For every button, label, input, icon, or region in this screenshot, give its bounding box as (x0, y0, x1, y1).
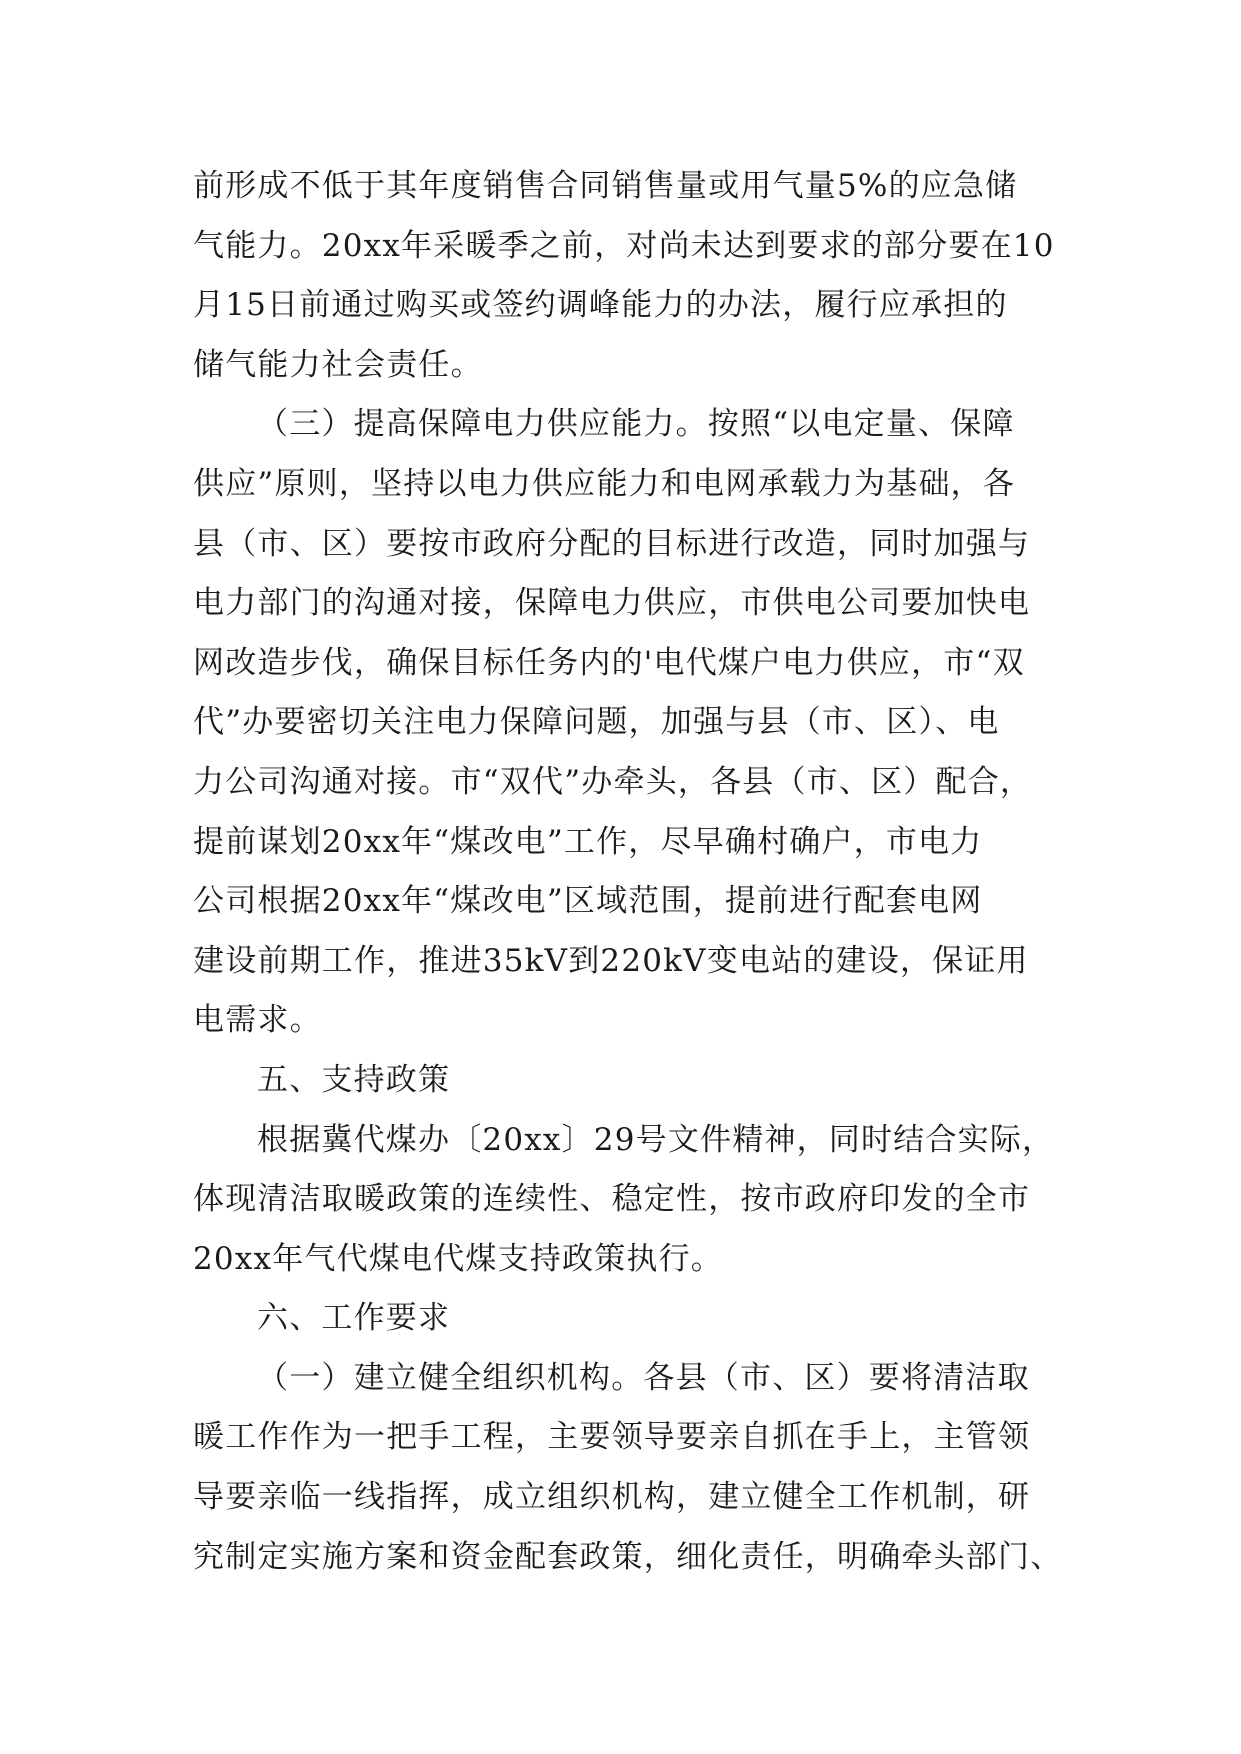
subsection-heading-1: （一）建立健全组织机构。各县（市、区）要将清洁取 (257, 1359, 1030, 1396)
text-line: 电需求。 (193, 1002, 322, 1039)
text-line: 体现清洁取暖政策的连续性、稳定性，按市政府印发的全市 (193, 1181, 1031, 1218)
text-line: 网改造步伐，确保目标任务内的'电代煤户电力供应，市“双 (193, 644, 1025, 681)
text-line: 力公司沟通对接。市“双代”办牵头，各县（市、区）配合， (193, 763, 1033, 800)
text-line: 代”办要密切关注电力保障问题，加强与县（市、区）、电 (193, 704, 1000, 741)
text-line: 根据冀代煤办〔20xx〕29号文件精神，同时结合实际， (257, 1121, 1055, 1158)
text-line: 建设前期工作，推进35kV到220kV变电站的建设，保证用 (193, 942, 1029, 979)
text-line: 气能力。20xx年采暖季之前，对尚未达到要求的部分要在10 (193, 227, 1055, 264)
text-line: 前形成不低于其年度销售合同销售量或用气量5%的应急储 (193, 168, 1018, 204)
text-line: 导要亲临一线指挥，成立组织机构，建立健全工作机制，研 (193, 1479, 1031, 1516)
text-line: 县（市、区）要按市政府分配的目标进行改造，同时加强与 (193, 525, 1031, 562)
text-line: 电力部门的沟通对接，保障电力供应，市供电公司要加快电 (193, 585, 1031, 622)
text-line: 储气能力社会责任。 (193, 346, 483, 383)
text-line: 供应”原则，坚持以电力供应能力和电网承载力为基础，各 (193, 465, 1016, 502)
section-heading-5: 五、支持政策 (257, 1061, 451, 1098)
section-heading-6: 六、工作要求 (257, 1300, 451, 1337)
document-body (193, 157, 1068, 1587)
section-heading-3: （三）提高保障电力供应能力。按照“以电定量、保障 (257, 406, 1015, 443)
text-line: 20xx年气代煤电代煤支持政策执行。 (193, 1240, 724, 1277)
text-line: 暖工作作为一把手工程，主要领导要亲自抓在手上，主管领 (193, 1419, 1031, 1456)
text-line: 公司根据20xx年“煤改电”区域范围，提前进行配套电网 (193, 883, 983, 920)
text-line: 究制定实施方案和资金配套政策，细化责任，明确牵头部门、 (193, 1538, 1063, 1575)
text-line: 月15日前通过购买或签约调峰能力的办法，履行应承担的 (193, 287, 1008, 324)
text-line: 提前谋划20xx年“煤改电”工作，尽早确村确户，市电力 (193, 823, 983, 860)
